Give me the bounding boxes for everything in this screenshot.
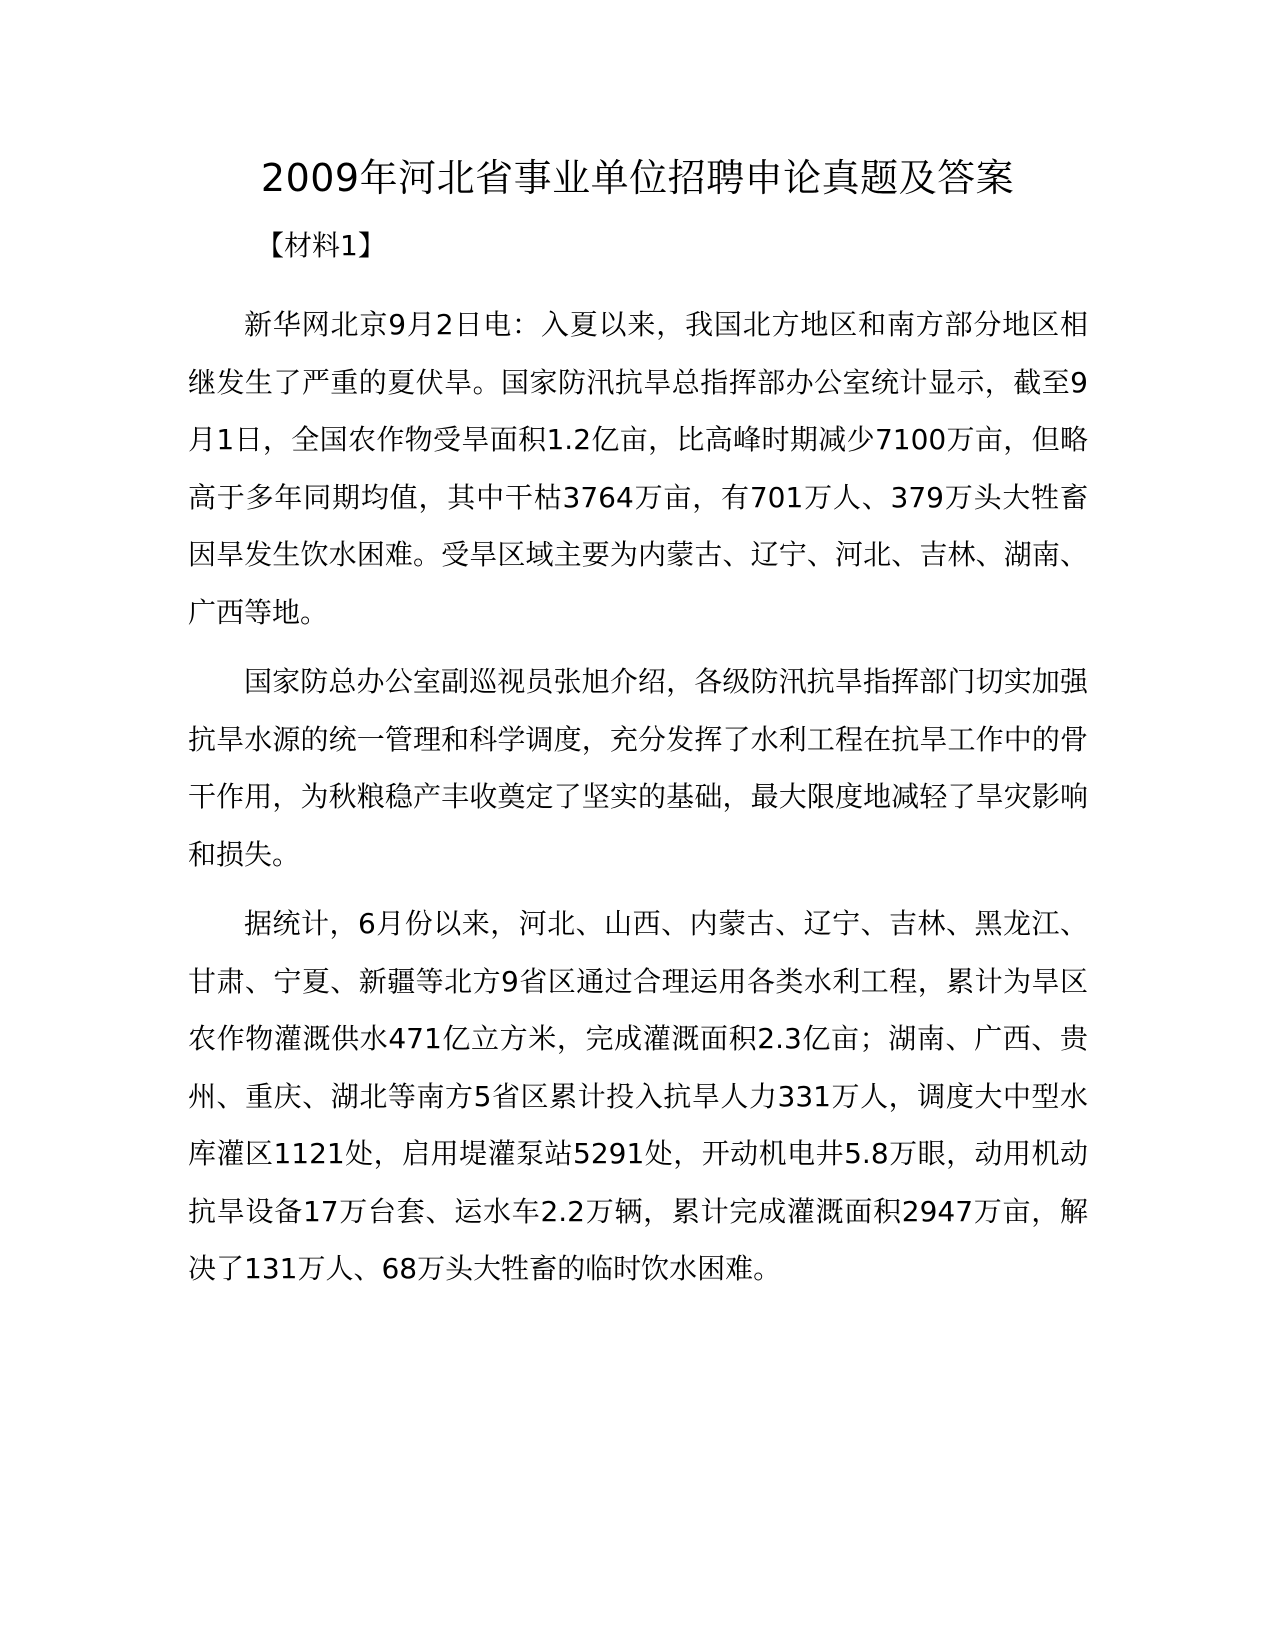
paragraph-2: 国家防总办公室副巡视员张旭介绍，各级防汛抗旱指挥部门切实加强抗旱水源的统一管理和科学调度，充分发挥了水利工程在抗旱工作中的骨干作用，为秋粮稳产丰收奠定了坚实的基础，最大限度地减轻了旱灾影响和损失。 [188, 665, 1088, 871]
document-body [188, 296, 1088, 1310]
paragraph-1: 新华网北京9月2日电：入夏以来，我国北方地区和南方部分地区相继发生了严重的夏伏旱。国家防汛抗旱总指挥部办公室统计显示，截至9月1日，全国农作物受旱面积1.2亿亩，比高峰时期减少7100万亩，但略高于多年同期均值，其中干枯3764万亩，有701万人、379万头大牲畜因旱发生饮水困难。受旱区域主要为内蒙古、辽宁、河北、吉林、湖南、广西等地。 [188, 308, 1088, 629]
paragraph-3: 据统计，6月份以来，河北、山西、内蒙古、辽宁、吉林、黑龙江、甘肃、宁夏、新疆等北方9省区通过合理运用各类水利工程，累计为旱区农作物灌溉供水471亿立方米，完成灌溉面积2.3亿亩；湖南、广西、贵州、重庆、湖北等南方5省区累计投入抗旱人力331万人，调度大中型水库灌区1121处，启用堤灌泵站5291处，开动机电井5.8万眼，动用机动抗旱设备17万台套、运水车2.2万辆，累计完成灌溉面积2947万亩，解决了131万人、68万头大牲畜的临时饮水困难。 [188, 907, 1088, 1285]
section-label: 【材料1】 [256, 229, 386, 262]
document-title: 2009年河北省事业单位招聘申论真题及答案 [260, 156, 1015, 200]
